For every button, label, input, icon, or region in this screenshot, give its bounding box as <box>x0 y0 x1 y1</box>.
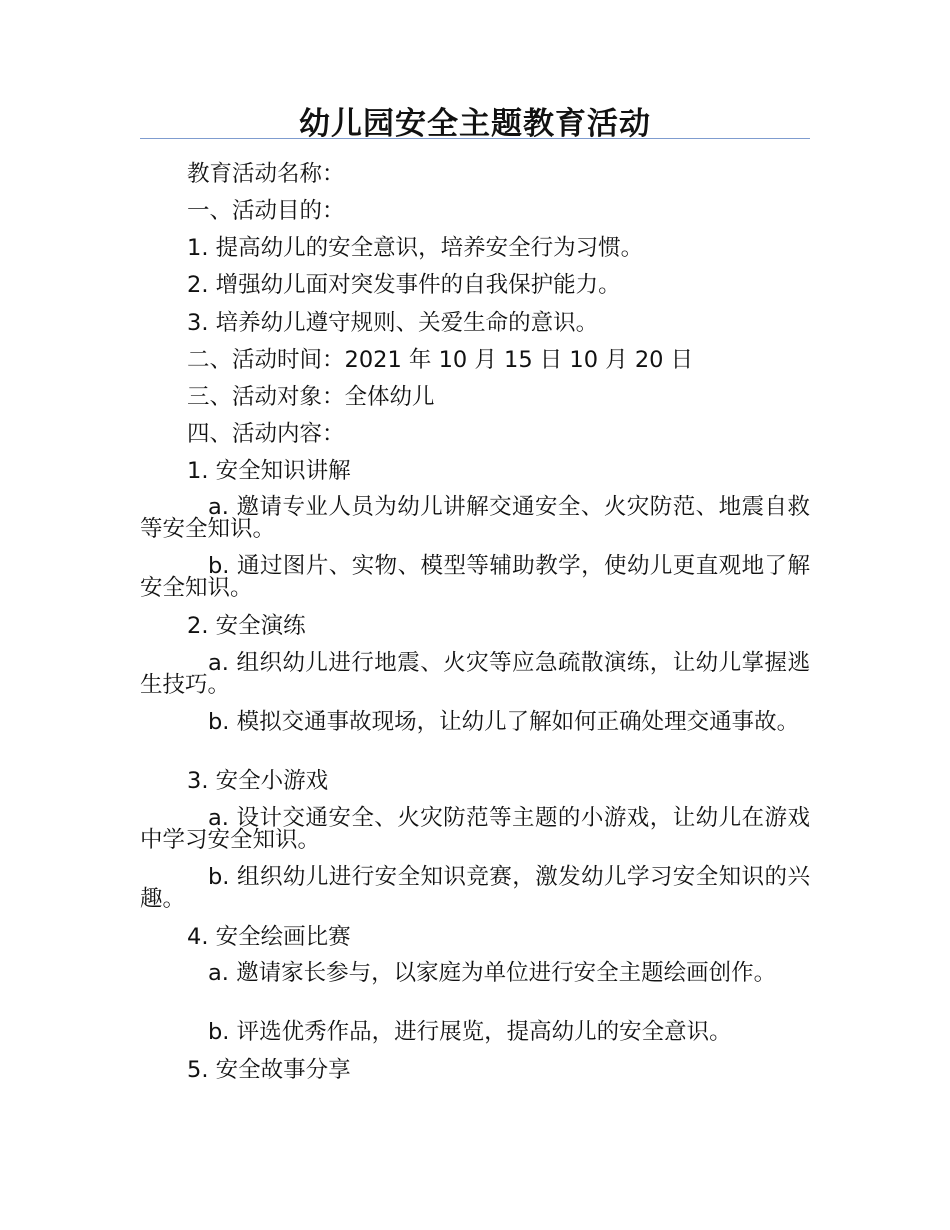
content-item-2b: b. 模拟交通事故现场，让幼儿了解如何正确处理交通事故。 <box>208 709 800 735</box>
content-item-4b: b. 评选优秀作品，进行展览，提高幼儿的安全意识。 <box>208 1019 732 1045</box>
goal-item-3: 3. 培养幼儿遵守规则、关爱生命的意识。 <box>187 310 599 336</box>
content-item-3b: b. 组织幼儿进行安全知识竞赛，激发幼儿学习安全知识的兴趣。 <box>140 864 810 912</box>
section-audience: 三、活动对象：全体幼儿 <box>187 384 435 410</box>
content-item-5-heading: 5. 安全故事分享 <box>187 1057 351 1083</box>
content-item-1-heading: 1. 安全知识讲解 <box>187 458 351 484</box>
content-item-1b: b. 通过图片、实物、模型等辅助教学，使幼儿更直观地了解安全知识。 <box>140 553 810 601</box>
title-underline <box>140 138 810 139</box>
content-item-2-heading: 2. 安全演练 <box>187 613 306 639</box>
content-item-3a: a. 设计交通安全、火灾防范等主题的小游戏，让幼儿在游戏中学习安全知识。 <box>140 805 810 853</box>
goal-item-2: 2. 增强幼儿面对突发事件的自我保护能力。 <box>187 272 621 298</box>
section-goals-heading: 一、活动目的： <box>187 198 345 224</box>
content-item-3-heading: 3. 安全小游戏 <box>187 768 329 794</box>
activity-name-label: 教育活动名称： <box>187 161 345 187</box>
content-item-1a: a. 邀请专业人员为幼儿讲解交通安全、火灾防范、地震自救等安全知识。 <box>140 494 810 542</box>
goal-item-1: 1. 提高幼儿的安全意识，培养安全行为习惯。 <box>187 235 644 261</box>
section-time: 二、活动时间：2021 年 10 月 15 日 10 月 20 日 <box>187 347 694 373</box>
document-title: 幼儿园安全主题教育活动 <box>299 106 651 142</box>
content-item-4a: a. 邀请家长参与，以家庭为单位进行安全主题绘画创作。 <box>208 960 777 986</box>
section-content-heading: 四、活动内容： <box>187 421 345 447</box>
content-item-4-heading: 4. 安全绘画比赛 <box>187 924 351 950</box>
content-item-2a: a. 组织幼儿进行地震、火灾等应急疏散演练，让幼儿掌握逃生技巧。 <box>140 650 810 698</box>
